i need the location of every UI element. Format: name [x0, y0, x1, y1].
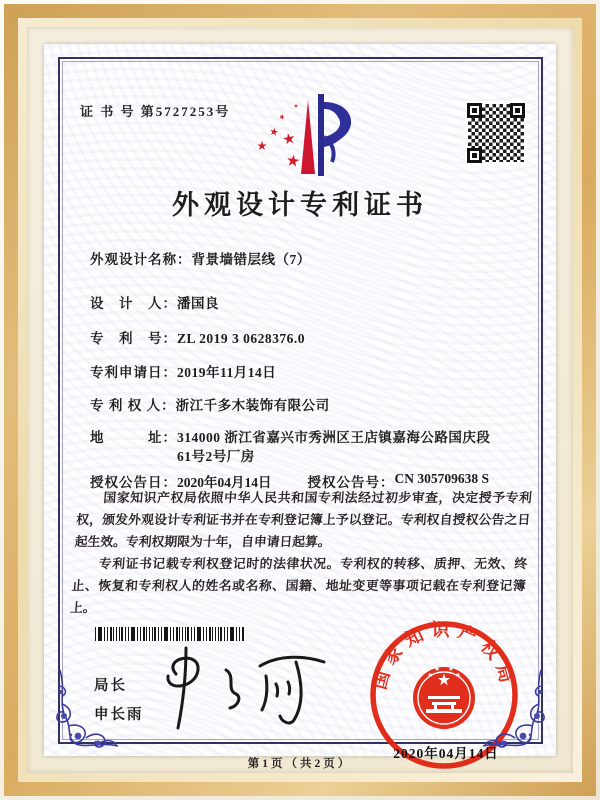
- field-grant-date: 授权公告日： 2020年04月14日: [90, 475, 272, 490]
- legal-text: [69, 487, 532, 619]
- field-designer: 设 计 人： 潘国良: [90, 296, 219, 311]
- legal-paragraph-1: 国家知识产权局依照中华人民共和国专利法经过初步审查，决定授予专利权，颁发外观设计专利证书并在专利登记簿上予以登记。专利权自授权公告之日起生效。专利权期限为十年，自申请日起算。: [74, 491, 533, 549]
- certificate-number: 证 书 号 第5727253号: [80, 104, 231, 119]
- legal-paragraph-2: 专利证书记载专利权登记时的法律状况。专利权的转移、质押、无效、终止、恢复和专利权人的姓名或名称、国籍、地址变更等事项记载在专利登记簿上。: [69, 557, 528, 615]
- field-address: 地 址： 314000 浙江省嘉兴市秀洲区王店镇嘉海公路国庆段61号2号厂房: [90, 430, 491, 464]
- barcode: [95, 627, 245, 641]
- qr-finder-icon: [467, 103, 482, 118]
- seal-ring-text: 国家知识产权局: [369, 620, 519, 692]
- seal-date: 2020年04月14日: [393, 746, 499, 761]
- qr-finder-icon: [467, 148, 482, 163]
- national-emblem-icon: [413, 666, 475, 729]
- commissioner-title: 局长: [94, 678, 127, 694]
- signature-icon: [148, 640, 334, 740]
- photo-frame-gold-band: [4, 4, 596, 796]
- field-patentee: 专 利 权 人： 浙江千多木装饰有限公司: [90, 398, 330, 413]
- certificate-fields: [90, 250, 498, 491]
- field-patent-number: 专 利 号： ZL 2019 3 0628376.0: [90, 331, 306, 346]
- page-title: 外观设计专利证书: [172, 190, 428, 220]
- field-grant-number: 授权公告号： CN 305709638 S: [307, 471, 490, 490]
- corner-flourish-icon: [473, 664, 549, 750]
- corner-flourish-icon: [52, 664, 128, 750]
- field-filing-date: 专利申请日： 2019年11月14日: [90, 365, 277, 380]
- commissioner-name: 申长雨: [94, 707, 144, 723]
- certificate-paper: [44, 44, 556, 770]
- photo-frame-bevel: [18, 18, 582, 782]
- field-design-name: 外观设计名称： 背景墙错层线（7）: [90, 252, 311, 267]
- cnipa-logo-icon: [252, 90, 366, 178]
- photo-frame-mat: [27, 27, 573, 773]
- qr-finder-icon: [510, 103, 525, 118]
- page-footer: 第1页（共2页）: [247, 758, 353, 770]
- qr-code: [468, 104, 524, 162]
